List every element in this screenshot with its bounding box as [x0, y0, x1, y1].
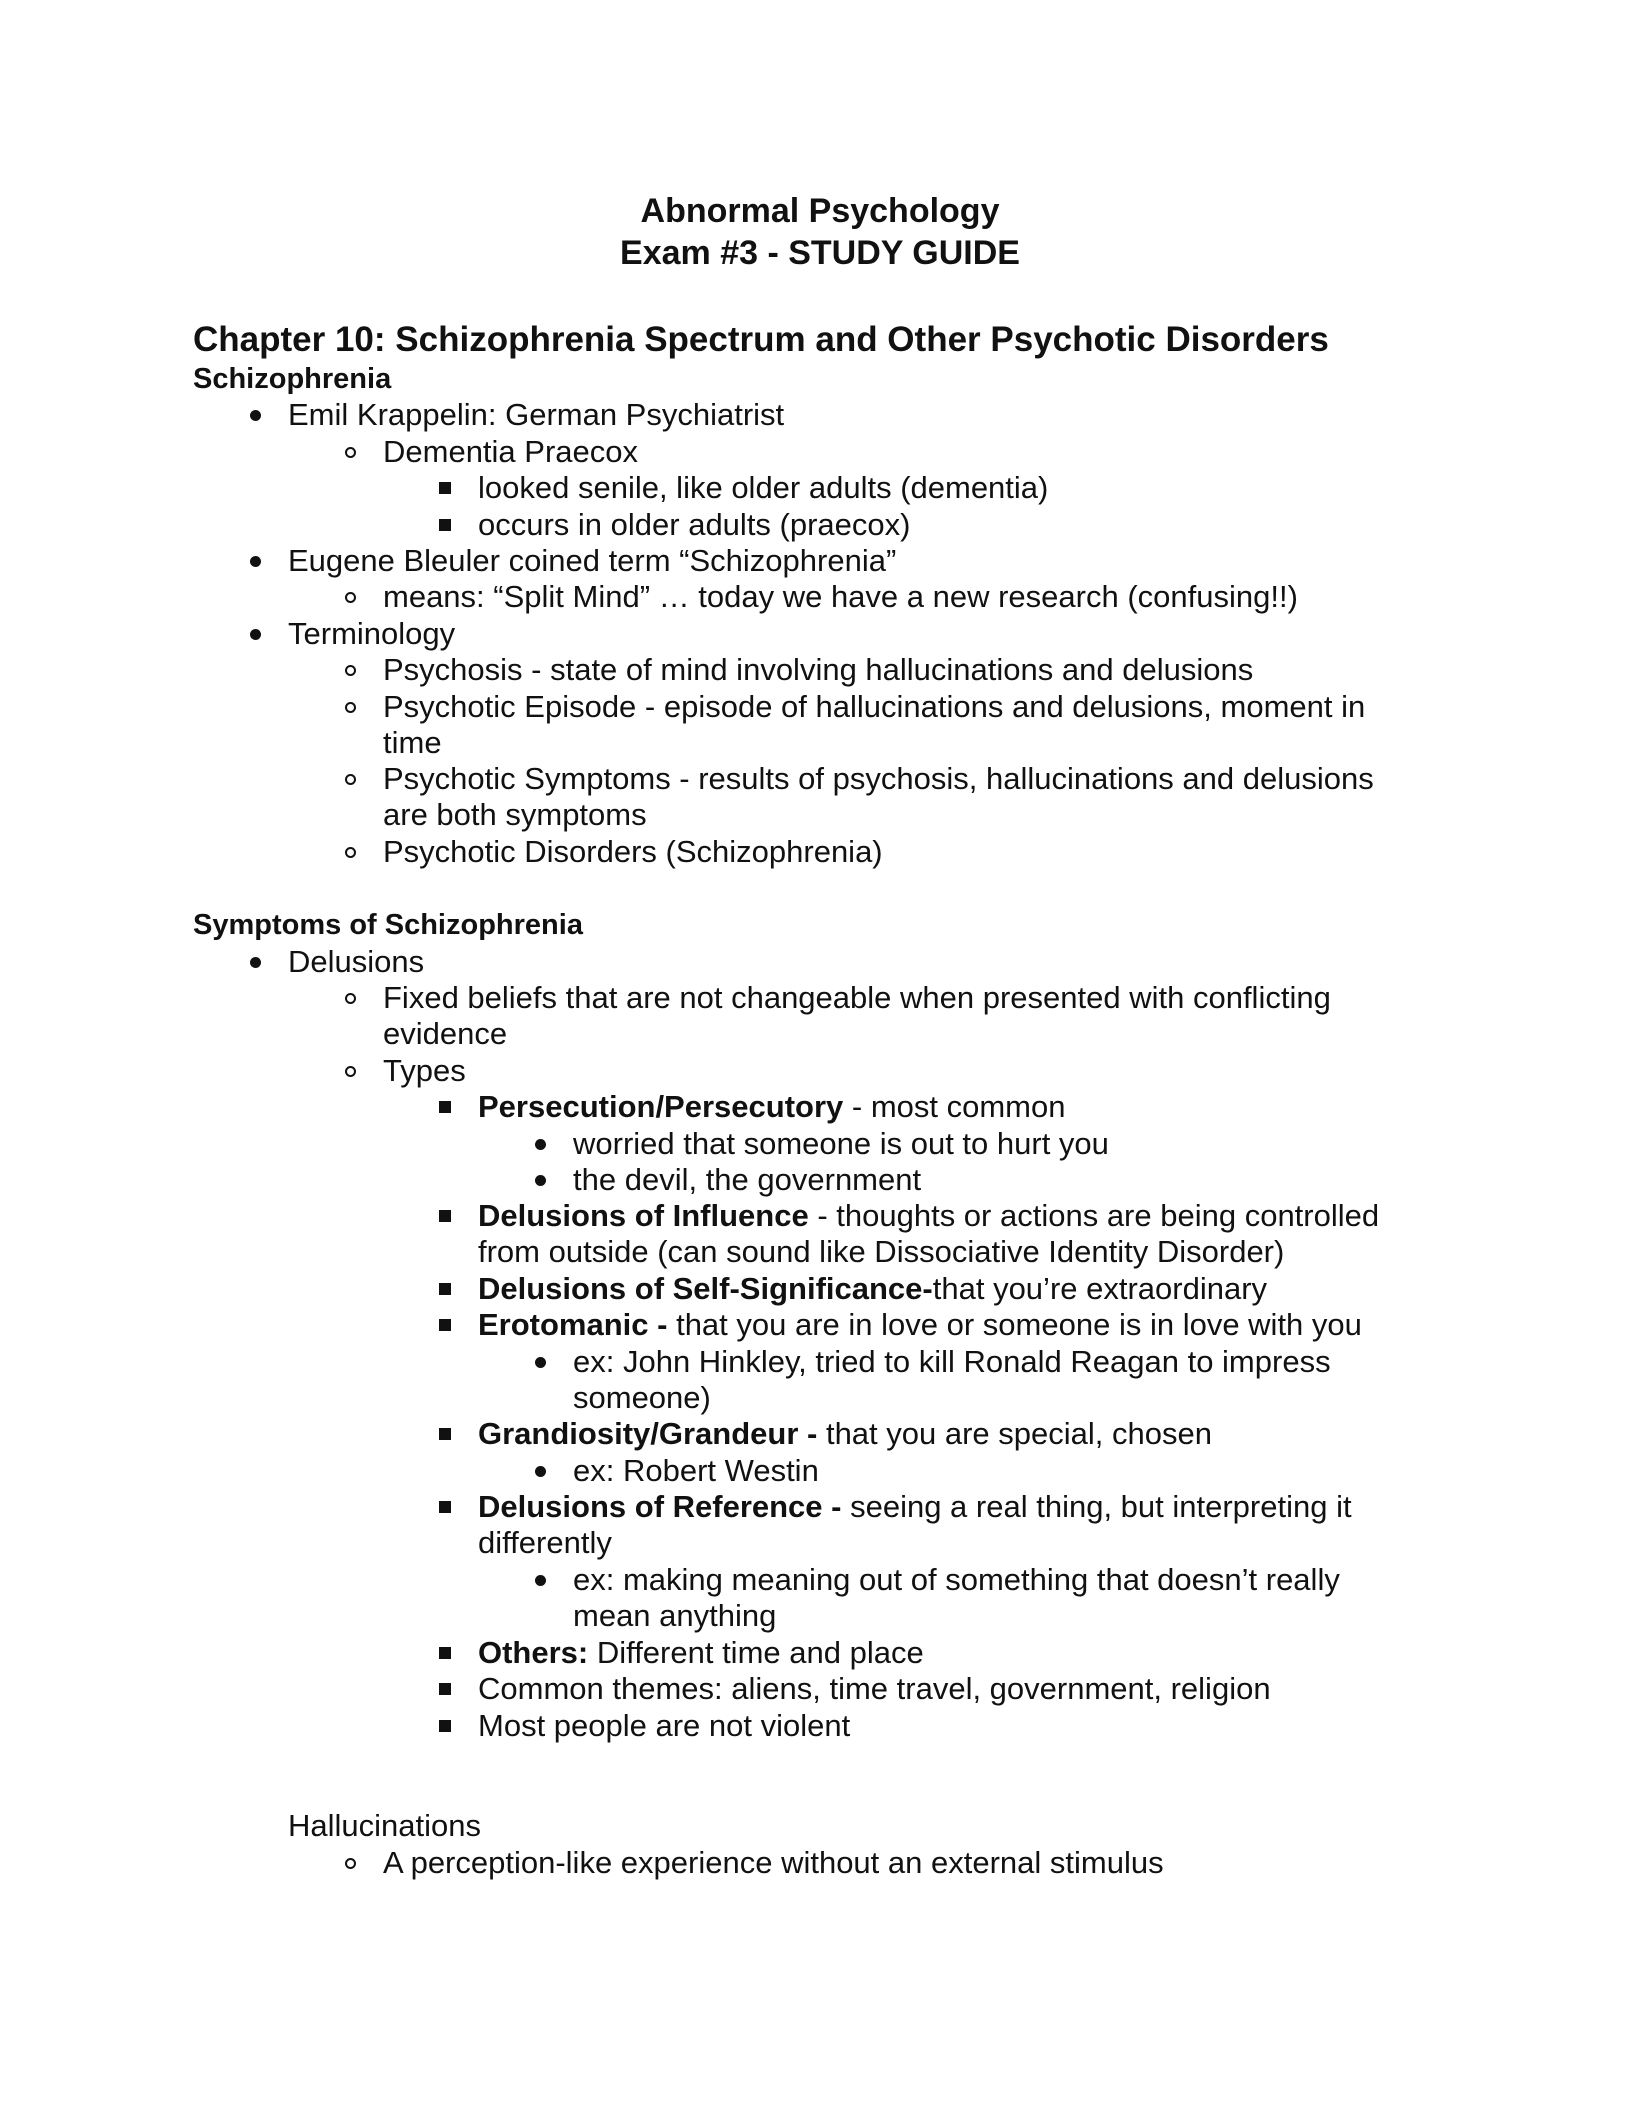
list-item: the devil, the government [573, 1162, 1393, 1198]
bullet-circle-icon [335, 980, 365, 1016]
list-item: Delusions of Self-Significance-that you’re extraordinary [478, 1271, 1413, 1307]
list-item: Common themes: aliens, time travel, government, religion [478, 1671, 1413, 1707]
bullet-square-icon [430, 470, 460, 506]
bullet-dot-icon [525, 1453, 555, 1489]
bullet-dot-icon [240, 616, 270, 652]
list-item: ex: Robert Westin [573, 1453, 1393, 1489]
list-item: Delusions of Reference - seeing a real thing, but interpreting it differently [478, 1489, 1413, 1561]
list-item: ex: John Hinkley, tried to kill Ronald Reagan to impress someone) [573, 1344, 1393, 1416]
list-item: Dementia Praecox [383, 434, 1413, 470]
document-title: Abnormal Psychology [640, 192, 1000, 230]
list-item: Hallucinations [288, 1808, 481, 1843]
bullet-circle-icon [335, 689, 365, 725]
list-item: Eugene Bleuler coined term “Schizophrenia” [288, 543, 1388, 579]
bullet-circle-icon [335, 761, 365, 797]
chapter-heading: Chapter 10: Schizophrenia Spectrum and Other Psychotic Disorders [193, 320, 1329, 359]
bullet-square-icon [430, 1307, 460, 1343]
bullet-dot-icon [525, 1162, 555, 1198]
bullet-dot-icon [525, 1562, 555, 1598]
list-item: occurs in older adults (praecox) [478, 507, 1413, 543]
list-item: means: “Split Mind” … today we have a new research (confusing!!) [383, 579, 1413, 615]
bullet-square-icon [430, 1489, 460, 1525]
list-item: Terminology [288, 616, 1388, 652]
section-heading-schizophrenia: Schizophrenia [193, 363, 392, 395]
bullet-circle-icon [335, 579, 365, 615]
list-item: Psychosis - state of mind involving hallucinations and delusions [383, 652, 1413, 688]
list-item: Most people are not violent [478, 1708, 1413, 1744]
bullet-square-icon [430, 1671, 460, 1707]
list-item: looked senile, like older adults (dementia) [478, 470, 1413, 506]
document-subtitle: Exam #3 - STUDY GUIDE [620, 234, 1020, 272]
list-item: ex: making meaning out of something that doesn’t really mean anything [573, 1562, 1393, 1634]
list-item: A perception-like experience without an external stimulus [383, 1845, 1413, 1881]
list-item: Psychotic Symptoms - results of psychosis, hallucinations and delusions are both symptoms [383, 761, 1413, 833]
bullet-circle-icon [335, 434, 365, 470]
list-item: Fixed beliefs that are not changeable when presented with conflicting evidence [383, 980, 1413, 1052]
title-block [0, 190, 1640, 274]
bullet-dot-icon [240, 397, 270, 433]
bullet-square-icon [430, 1708, 460, 1744]
bullet-square-icon [430, 1635, 460, 1671]
list-item: Persecution/Persecutory - most common [478, 1089, 1413, 1125]
list-item: Grandiosity/Grandeur - that you are special, chosen [478, 1416, 1413, 1452]
list-item: Psychotic Episode - episode of hallucinations and delusions, moment in time [383, 689, 1413, 761]
bullet-circle-icon [335, 1053, 365, 1089]
list-item: Erotomanic - that you are in love or someone is in love with you [478, 1307, 1413, 1343]
bullet-square-icon [430, 507, 460, 543]
bullet-square-icon [430, 1198, 460, 1234]
bullet-square-icon [430, 1416, 460, 1452]
bullet-dot-icon [525, 1344, 555, 1380]
bullet-square-icon [430, 1089, 460, 1125]
list-item: Psychotic Disorders (Schizophrenia) [383, 834, 1413, 870]
bullet-dot-icon [240, 944, 270, 980]
bullet-square-icon [430, 1271, 460, 1307]
bullet-dot-icon [240, 543, 270, 579]
list-item: Types [383, 1053, 1413, 1089]
bullet-circle-icon [335, 652, 365, 688]
list-item: Delusions of Influence - thoughts or actions are being controlled from outside (can sound like Dissociative Identity Disorder) [478, 1198, 1413, 1270]
list-item: Delusions [288, 944, 1388, 980]
bullet-dot-icon [525, 1126, 555, 1162]
bullet-circle-icon [335, 834, 365, 870]
section-heading-symptoms: Symptoms of Schizophrenia [193, 909, 583, 941]
bullet-circle-icon [335, 1845, 365, 1881]
list-item: Others: Different time and place [478, 1635, 1413, 1671]
list-item: worried that someone is out to hurt you [573, 1126, 1393, 1162]
list-item: Emil Krappelin: German Psychiatrist [288, 397, 1388, 433]
